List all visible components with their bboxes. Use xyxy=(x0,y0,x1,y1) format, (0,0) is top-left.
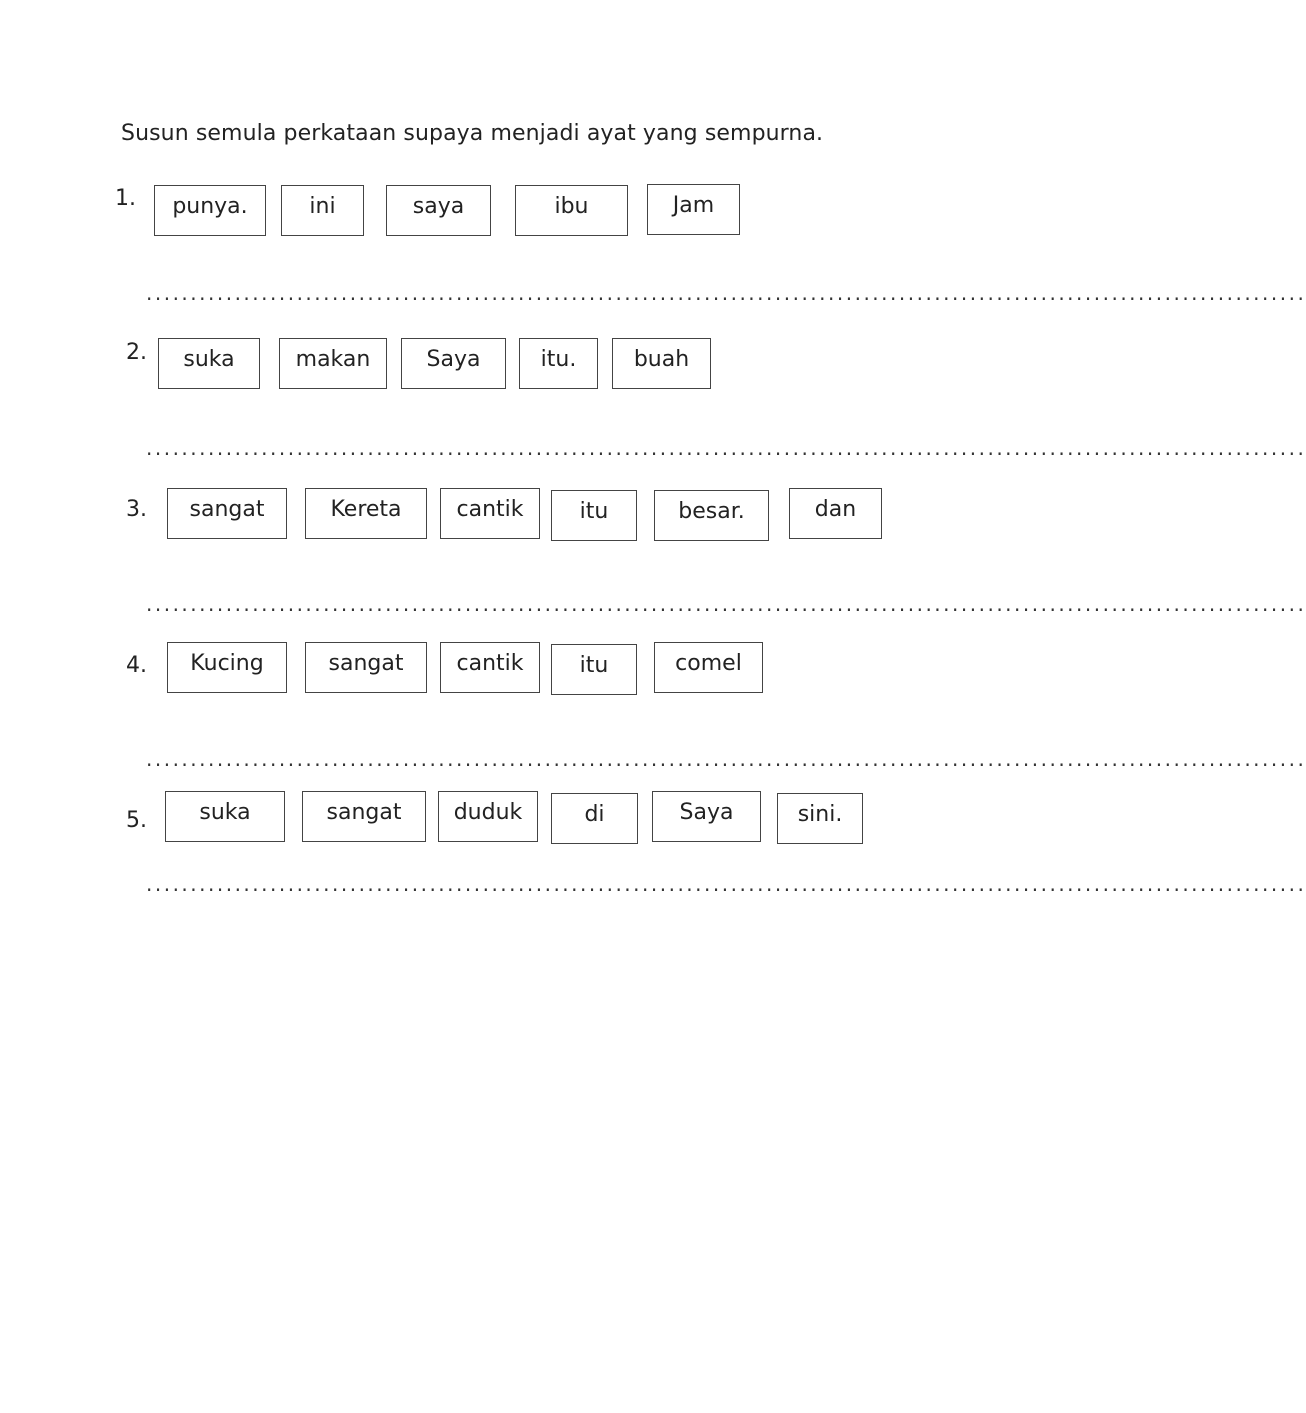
question-number: 4. xyxy=(126,653,147,678)
word-card[interactable]: cantik xyxy=(440,488,540,539)
word-card[interactable]: sangat xyxy=(167,488,287,539)
answer-line[interactable]: ................................................................................................................................... xyxy=(146,281,1306,305)
question-number: 5. xyxy=(126,808,147,833)
word-card[interactable]: Saya xyxy=(401,338,506,389)
word-card[interactable]: sini. xyxy=(777,793,863,844)
word-card[interactable]: comel xyxy=(654,642,763,693)
word-card[interactable]: Saya xyxy=(652,791,761,842)
answer-line[interactable]: ................................................................................................................................... xyxy=(146,436,1306,460)
answer-line[interactable]: ................................................................................................................................... xyxy=(146,747,1306,771)
word-card[interactable]: punya. xyxy=(154,185,266,236)
question-number: 2. xyxy=(126,340,147,365)
word-card[interactable]: suka xyxy=(158,338,260,389)
word-card[interactable]: ibu xyxy=(515,185,628,236)
word-card[interactable]: Kereta xyxy=(305,488,427,539)
answer-line[interactable]: ................................................................................................................................... xyxy=(146,592,1306,616)
word-card[interactable]: Jam xyxy=(647,184,740,235)
word-card[interactable]: itu xyxy=(551,644,637,695)
word-card[interactable]: di xyxy=(551,793,638,844)
word-card[interactable]: makan xyxy=(279,338,387,389)
word-card[interactable]: suka xyxy=(165,791,285,842)
word-card[interactable]: dan xyxy=(789,488,882,539)
answer-line[interactable]: ................................................................................................................................... xyxy=(146,872,1306,896)
word-card[interactable]: sangat xyxy=(305,642,427,693)
word-card[interactable]: buah xyxy=(612,338,711,389)
instruction-text: Susun semula perkataan supaya menjadi ayat yang sempurna. xyxy=(121,121,824,146)
word-card[interactable]: sangat xyxy=(302,791,426,842)
question-number: 1. xyxy=(115,186,136,211)
word-card[interactable]: cantik xyxy=(440,642,540,693)
word-card[interactable]: duduk xyxy=(438,791,538,842)
word-card[interactable]: ini xyxy=(281,185,364,236)
word-card[interactable]: besar. xyxy=(654,490,769,541)
word-card[interactable]: itu xyxy=(551,490,637,541)
question-number: 3. xyxy=(126,497,147,522)
word-card[interactable]: Kucing xyxy=(167,642,287,693)
word-card[interactable]: saya xyxy=(386,185,491,236)
word-card[interactable]: itu. xyxy=(519,338,598,389)
